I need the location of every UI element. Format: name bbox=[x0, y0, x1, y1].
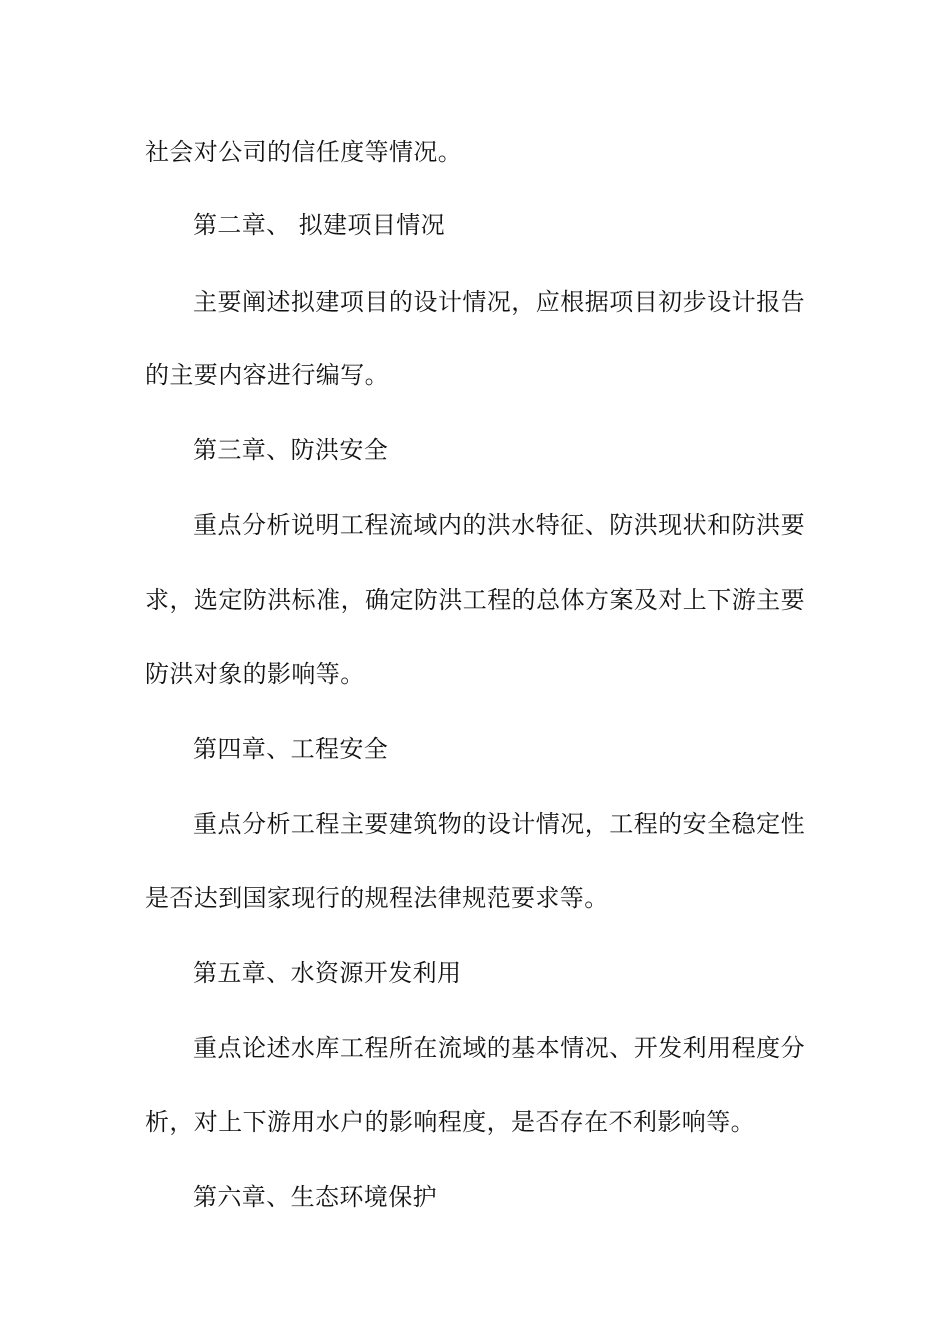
paragraph-line: 析，对上下游用水户的影响程度，是否存在不利影响等。 bbox=[145, 1108, 755, 1136]
chapter-heading-3: 第三章、防洪安全 bbox=[193, 436, 389, 464]
paragraph-line: 重点分析工程主要建筑物的设计情况，工程的安全稳定性 bbox=[193, 810, 805, 838]
paragraph-line: 的主要内容进行编写。 bbox=[145, 361, 389, 389]
paragraph-line: 主要阐述拟建项目的设计情况，应根据项目初步设计报告 bbox=[193, 288, 805, 316]
chapter-heading-2: 第二章、 拟建项目情况 bbox=[193, 211, 446, 239]
paragraph-line: 重点分析说明工程流域内的洪水特征、防洪现状和防洪要 bbox=[193, 511, 805, 539]
chapter-heading-6: 第六章、生态环境保护 bbox=[193, 1183, 437, 1211]
chapter-heading-4: 第四章、工程安全 bbox=[193, 735, 389, 763]
paragraph-line: 求，选定防洪标准，确定防洪工程的总体方案及对上下游主要 bbox=[145, 586, 805, 614]
paragraph-line: 重点论述水库工程所在流域的基本情况、开发利用程度分 bbox=[193, 1034, 805, 1062]
paragraph-line: 防洪对象的影响等。 bbox=[145, 660, 365, 688]
chapter-heading-5: 第五章、水资源开发利用 bbox=[193, 959, 462, 987]
paragraph-line: 是否达到国家现行的规程法律规范要求等。 bbox=[145, 884, 609, 912]
paragraph-continuation: 社会对公司的信任度等情况。 bbox=[145, 138, 463, 166]
